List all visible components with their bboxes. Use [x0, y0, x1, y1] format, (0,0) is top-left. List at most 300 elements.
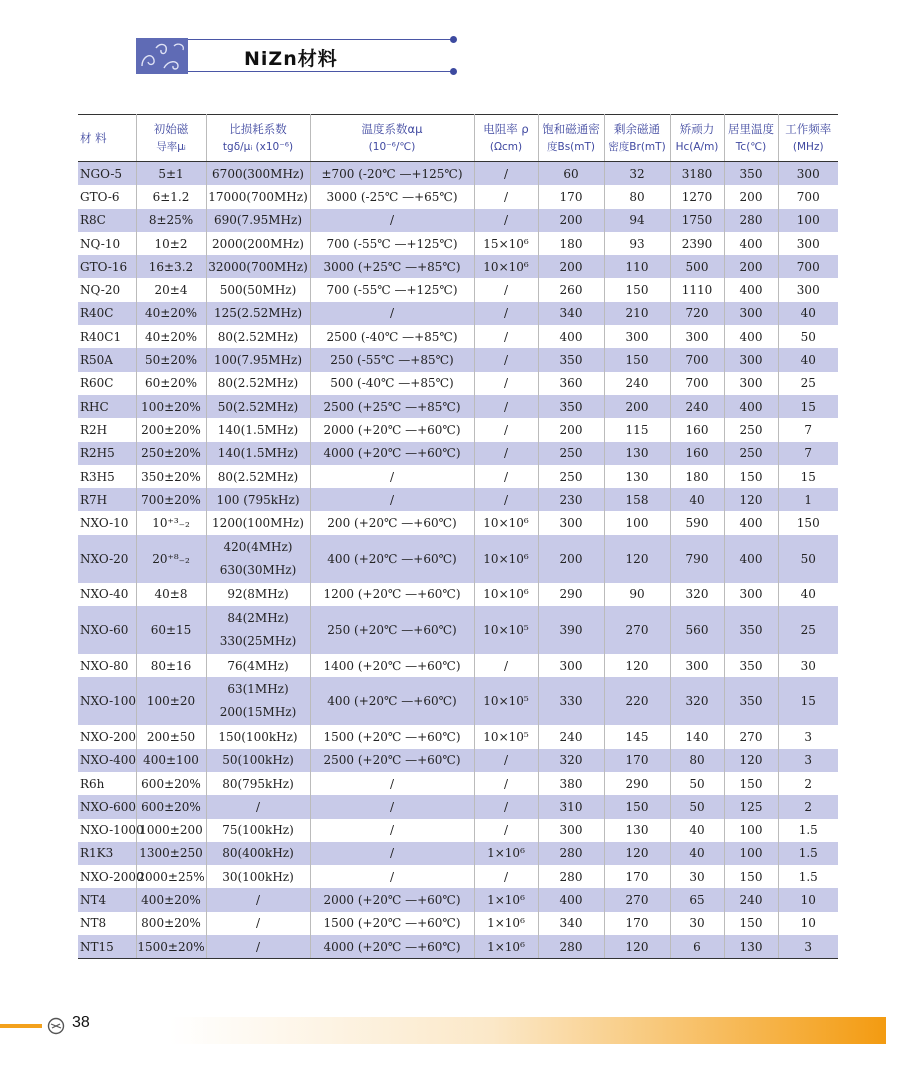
table-cell: / [310, 465, 474, 488]
table-cell: 10×10⁶ [474, 535, 538, 583]
table-cell: 7 [804, 422, 813, 437]
table-cell: 100 (795kHz) [206, 488, 310, 511]
table-row [78, 442, 838, 465]
table-cell: 100 [724, 842, 778, 865]
table-cell: 400 [724, 278, 778, 301]
table-cell: 130 [604, 442, 670, 465]
table-cell: 80 [670, 749, 724, 772]
table-row [78, 795, 838, 818]
table-row [78, 302, 838, 325]
page-title: NiZn材料 [244, 48, 338, 70]
table-cell: 1.5 [798, 823, 818, 838]
table-cell: 40 [670, 842, 724, 865]
table-cell: 300 [538, 511, 604, 534]
table-cell: / [474, 442, 538, 465]
table-cell: 380 [538, 772, 604, 795]
banner-dot [450, 68, 457, 75]
table-cell: 1.5 [778, 842, 838, 865]
table-cell: 145 [604, 725, 670, 748]
table-cell: 40 [670, 488, 724, 511]
table-cell: 150 [796, 516, 820, 531]
column-header-line1: 初始磁 [153, 122, 189, 136]
table-cell: 300 [670, 325, 724, 348]
table-cell: 15 [778, 677, 838, 725]
table-cell: 1.5 [798, 869, 818, 884]
table-cell: 7 [778, 442, 838, 465]
table-cell: 200 [538, 255, 604, 278]
table-cell: 1200 (+20℃ —+60℃) [310, 583, 474, 606]
table-cell: 700 [796, 189, 820, 204]
column-header [778, 115, 838, 162]
table-cell: 32 [604, 162, 670, 186]
table-cell: 80(795kHz) [206, 772, 310, 795]
table-cell: 320 [670, 677, 724, 725]
material-name-cell: R40C1 [78, 325, 136, 348]
material-name-cell: R50A [78, 348, 136, 371]
table-cell: 350±20% [136, 465, 206, 488]
table-cell: 300 [670, 654, 724, 677]
table-row [78, 535, 838, 583]
table-cell: 8±25% [136, 209, 206, 232]
column-header-line2: tgδ/μᵢ (x10⁻⁶) [222, 141, 294, 153]
table-cell: / [474, 162, 538, 186]
table-cell: 350 [538, 395, 604, 418]
table-cell: / [310, 488, 474, 511]
table-cell: 40 [800, 587, 816, 602]
table-cell: / [474, 819, 538, 842]
table-row [78, 772, 838, 795]
column-header-line1: 饱和磁通密 [542, 122, 600, 136]
table-cell: 16±3.2 [136, 255, 206, 278]
table-cell: 100 [604, 511, 670, 534]
table-cell: 600±20% [136, 795, 206, 818]
table-cell: 125(2.52MHz) [206, 302, 310, 325]
table-cell: 300 [604, 325, 670, 348]
table-cell: 700 (-55℃ —+125℃) [310, 278, 474, 301]
table-cell: 2000 (+20℃ —+60℃) [310, 888, 474, 911]
table-cell: 300 [724, 348, 778, 371]
table-cell: 400 [724, 535, 778, 583]
table-cell: 250 (+20℃ —+60℃) [310, 606, 474, 654]
material-name-cell: GTO-16 [78, 255, 136, 278]
table-cell: 120 [724, 488, 778, 511]
table-cell: 300 [724, 583, 778, 606]
column-header-line2: Hc(A/m) [675, 141, 719, 153]
table-cell: ±700 (-20℃ —+125℃) [310, 162, 474, 186]
material-name-cell: NT8 [78, 912, 136, 935]
table-cell: 400 [724, 395, 778, 418]
table-cell: 280 [724, 209, 778, 232]
table-cell: 40±8 [136, 583, 206, 606]
column-header-line1: 材 料 [80, 131, 107, 145]
material-name-cell: NXO-10 [78, 511, 136, 534]
table-cell: 400 [724, 325, 778, 348]
table-cell: 60 [538, 162, 604, 186]
table-cell: 115 [604, 418, 670, 441]
table-cell: 310 [538, 795, 604, 818]
material-name-cell: NXO-200 [78, 725, 136, 748]
table-cell: 2500 (+20℃ —+60℃) [310, 749, 474, 772]
table-cell: 40±20% [136, 325, 206, 348]
nizn-spec-table [78, 114, 838, 959]
material-name-cell: NXO-1000 [78, 819, 136, 842]
table-cell: 10×10⁶ [474, 583, 538, 606]
table-cell: 80 [604, 185, 670, 208]
table-cell: 30(100kHz) [206, 865, 310, 888]
table-cell: 10×10⁵ [474, 677, 538, 725]
table-cell: 130 [604, 465, 670, 488]
table-cell: 250 [724, 418, 778, 441]
table-cell: 32000(700MHz) [206, 255, 310, 278]
table-cell: 40±20% [136, 302, 206, 325]
table-row [78, 677, 838, 725]
table-cell: 280 [538, 935, 604, 959]
table-cell: 150 [604, 278, 670, 301]
table-cell: 80(2.52MHz) [206, 465, 310, 488]
column-header [724, 115, 778, 162]
table-cell: 590 [670, 511, 724, 534]
table-cell: 130 [604, 819, 670, 842]
table-cell: 15×10⁶ [474, 232, 538, 255]
table-cell: / [206, 888, 310, 911]
table-cell: 200 [538, 418, 604, 441]
table-cell: 10×10⁵ [474, 606, 538, 654]
table-cell: 40 [778, 302, 838, 325]
material-name-cell: NQ-10 [78, 232, 136, 255]
table-cell: 20±4 [136, 278, 206, 301]
column-header-line2: (Ωcm) [489, 141, 523, 153]
column-header-line1: 电阻率 ρ [483, 122, 529, 136]
table-row [78, 583, 838, 606]
table-cell: 1×10⁶ [474, 912, 538, 935]
table-cell: 700 [670, 348, 724, 371]
column-header-line2: 度Bs(mT) [546, 141, 595, 153]
table-cell: 100 [724, 819, 778, 842]
table-cell: 300 [778, 162, 838, 186]
table-cell: / [474, 372, 538, 395]
table-cell: 300 [796, 283, 820, 298]
table-row [78, 888, 838, 911]
table-cell: 65 [670, 888, 724, 911]
table-row [78, 819, 838, 842]
table-cell: / [474, 395, 538, 418]
table-cell: 150 [604, 795, 670, 818]
material-name-cell: NQ-20 [78, 278, 136, 301]
table-cell: 270 [604, 888, 670, 911]
table-cell: 1400 (+20℃ —+60℃) [310, 654, 474, 677]
banner-dot [450, 36, 457, 43]
table-cell: 6±1.2 [136, 185, 206, 208]
table-cell: 2000±25% [136, 865, 206, 888]
table-cell: 170 [604, 865, 670, 888]
table-cell: 180 [670, 465, 724, 488]
table-cell: / [310, 842, 474, 865]
table-cell: 340 [538, 912, 604, 935]
material-name-cell: R60C [78, 372, 136, 395]
table-cell: / [206, 912, 310, 935]
table-cell: 130 [724, 935, 778, 959]
table-cell: 3000 (-25℃ —+65℃) [310, 185, 474, 208]
table-cell: 180 [538, 232, 604, 255]
material-name-cell: R3H5 [78, 465, 136, 488]
material-name-cell: R2H5 [78, 442, 136, 465]
material-name-cell: NXO-20 [78, 535, 136, 583]
column-header [670, 115, 724, 162]
table-cell: 140 [670, 725, 724, 748]
table-cell: 80(2.52MHz) [206, 325, 310, 348]
table-cell: / [474, 749, 538, 772]
table-cell: 3 [778, 749, 838, 772]
table-row [78, 255, 838, 278]
table-row [78, 935, 838, 959]
material-name-cell: NXO-80 [78, 654, 136, 677]
table-cell: 80(2.52MHz) [206, 372, 310, 395]
table-cell: / [474, 418, 538, 441]
table-cell: 3000 (+25℃ —+85℃) [310, 255, 474, 278]
table-cell: 400 [538, 888, 604, 911]
table-row [78, 278, 838, 301]
table-cell: 1500±20% [136, 935, 206, 959]
table-cell: 1 [778, 488, 838, 511]
table-cell: 170 [604, 912, 670, 935]
ornament-swirl-icon [136, 38, 188, 74]
banner-rule-bottom [188, 71, 454, 72]
table-cell: / [310, 819, 474, 842]
table-cell: 6 [670, 935, 724, 959]
table-cell: 50 [778, 535, 838, 583]
material-name-cell: R1K3 [78, 842, 136, 865]
table-cell: 240 [670, 395, 724, 418]
table-cell: 400 [724, 232, 778, 255]
table-cell: 20⁺⁸₋₂ [136, 535, 206, 583]
table-cell: 17000(700MHz) [206, 185, 310, 208]
table-cell: 10×10⁶ [474, 511, 538, 534]
table-cell: 50 [800, 329, 816, 344]
table-cell: 30 [670, 912, 724, 935]
table-cell: 2390 [670, 232, 724, 255]
table-cell: 300 [724, 302, 778, 325]
material-name-cell: NT15 [78, 935, 136, 959]
loss-factor-line: 84(2MHz) [227, 611, 289, 626]
table-cell: 350 [538, 348, 604, 371]
table-cell: 350 [724, 654, 778, 677]
column-header-line1: 比损耗系数 [229, 122, 287, 136]
table-row [78, 511, 838, 534]
table-cell: 1×10⁶ [474, 842, 538, 865]
material-name-cell: GTO-6 [78, 185, 136, 208]
table-row [78, 209, 838, 232]
table-cell: 2 [804, 776, 813, 791]
table-cell: 280 [538, 865, 604, 888]
material-name-cell: RHC [78, 395, 136, 418]
table-cell: 50(2.52MHz) [206, 395, 310, 418]
column-header-line1: 剩余磁通 [614, 122, 660, 136]
loss-factor-line: 330(25MHz) [219, 634, 297, 649]
table-row [78, 348, 838, 371]
table-cell: 1500 (+20℃ —+60℃) [310, 725, 474, 748]
column-header [136, 115, 206, 162]
material-name-cell: R40C [78, 302, 136, 325]
table-cell [206, 677, 310, 725]
table-row [78, 162, 838, 186]
table-cell: 340 [538, 302, 604, 325]
table-cell: 1200(100MHz) [206, 511, 310, 534]
table-cell: 2000(200MHz) [206, 232, 310, 255]
table-cell: 320 [670, 583, 724, 606]
table-cell: 790 [670, 535, 724, 583]
table-cell: / [474, 865, 538, 888]
table-cell: 200 [604, 395, 670, 418]
table-cell: 94 [604, 209, 670, 232]
table-cell: 230 [538, 488, 604, 511]
table-cell: 2 [778, 795, 838, 818]
table-cell: 200±20% [136, 418, 206, 441]
column-header-line2: Tc(℃) [735, 141, 767, 153]
table-row [78, 372, 838, 395]
loss-factor-line: 420(4MHz) [223, 539, 293, 554]
column-header-line2: (10⁻⁶/℃) [368, 141, 416, 153]
table-cell: 30 [800, 658, 816, 673]
table-cell: 270 [724, 725, 778, 748]
table-row [78, 654, 838, 677]
table-cell: 110 [604, 255, 670, 278]
table-cell: 250 (-55℃ —+85℃) [310, 348, 474, 371]
table-cell: 400±20% [136, 888, 206, 911]
material-name-cell: NGO-5 [78, 162, 136, 186]
table-cell: 390 [538, 606, 604, 654]
table-cell: / [310, 772, 474, 795]
banner-rule-top [188, 39, 454, 40]
loss-factor-line: 200(15MHz) [219, 705, 297, 720]
table-cell: 170 [604, 749, 670, 772]
table-cell: 15 [800, 469, 816, 484]
table-cell: 500 [670, 255, 724, 278]
table-cell: 210 [604, 302, 670, 325]
table-cell: 720 [670, 302, 724, 325]
material-name-cell: R2H [78, 418, 136, 441]
table-cell: 1×10⁶ [474, 935, 538, 959]
table-cell: 120 [604, 535, 670, 583]
material-name-cell: NXO-2000 [78, 865, 136, 888]
table-cell: 330 [538, 677, 604, 725]
table-cell: / [310, 209, 474, 232]
footer-logo-icon [47, 1017, 65, 1035]
table-cell: 120 [604, 842, 670, 865]
table-cell: 10×10⁵ [474, 725, 538, 748]
column-header [538, 115, 604, 162]
table-cell: / [474, 488, 538, 511]
table-cell: 300 [796, 236, 820, 251]
table-cell: 560 [670, 606, 724, 654]
table-cell: 270 [604, 606, 670, 654]
table-cell: 50±20% [136, 348, 206, 371]
table-cell: 300 [538, 654, 604, 677]
table-cell: 250 [538, 442, 604, 465]
column-header [604, 115, 670, 162]
table-cell: 290 [538, 583, 604, 606]
footer-accent-bar [0, 1024, 42, 1028]
table-cell [206, 535, 310, 583]
table-cell: 2500 (+25℃ —+85℃) [310, 395, 474, 418]
table-cell: 150 [724, 865, 778, 888]
table-cell: 4000 (+20℃ —+60℃) [310, 442, 474, 465]
table-cell: 170 [538, 185, 604, 208]
table-cell: 40 [670, 819, 724, 842]
table-cell: 1000±200 [136, 819, 206, 842]
table-cell: / [310, 302, 474, 325]
table-cell: / [474, 185, 538, 208]
table-cell: 150 [724, 772, 778, 795]
table-cell: 60±15 [136, 606, 206, 654]
column-header-line1: 居里温度 [728, 122, 774, 136]
table-cell: 350 [724, 606, 778, 654]
table-cell: / [474, 654, 538, 677]
table-cell: 250 [538, 465, 604, 488]
table-cell: 10⁺³₋₂ [136, 511, 206, 534]
page-number: 38 [72, 1014, 90, 1031]
material-name-cell: NXO-40 [78, 583, 136, 606]
table-cell: 160 [670, 418, 724, 441]
table-cell: 150 [724, 912, 778, 935]
table-cell: 100±20% [136, 395, 206, 418]
table-cell: 3180 [670, 162, 724, 186]
table-cell: 400 (+20℃ —+60℃) [310, 535, 474, 583]
material-name-cell: NT4 [78, 888, 136, 911]
table-cell: / [474, 209, 538, 232]
column-header-line1: 矫顽力 [679, 122, 715, 136]
table-cell: 500 (-40℃ —+85℃) [310, 372, 474, 395]
table-cell: 75(100kHz) [206, 819, 310, 842]
table-cell: 120 [604, 935, 670, 959]
column-header [78, 115, 136, 162]
table-cell: 4000 (+20℃ —+60℃) [310, 935, 474, 959]
table-cell: 240 [538, 725, 604, 748]
table-cell: 700 [670, 372, 724, 395]
column-header-line2: 密度Br(mT) [608, 141, 666, 153]
table-cell: 90 [604, 583, 670, 606]
table-cell: 140(1.5MHz) [206, 418, 310, 441]
material-name-cell: NXO-60 [78, 606, 136, 654]
table-cell: 2500 (-40℃ —+85℃) [310, 325, 474, 348]
table-cell: 10 [800, 916, 816, 931]
table-cell: 150 [604, 348, 670, 371]
table-row [78, 465, 838, 488]
table-cell: / [474, 278, 538, 301]
table-cell: / [474, 795, 538, 818]
table-cell: 150(100kHz) [206, 725, 310, 748]
table-cell: / [206, 935, 310, 959]
table-cell: 92(8MHz) [206, 583, 310, 606]
material-name-cell: R6h [78, 772, 136, 795]
table-cell: 350 [724, 162, 778, 186]
table-cell: 80±16 [136, 654, 206, 677]
table-row [78, 488, 838, 511]
table-cell: 25 [778, 606, 838, 654]
table-cell: 290 [604, 772, 670, 795]
table-cell: 280 [538, 842, 604, 865]
table-cell: / [474, 302, 538, 325]
column-header-line2: 导率μᵢ [156, 141, 186, 153]
table-cell: 400 [538, 325, 604, 348]
table-cell: 160 [670, 442, 724, 465]
table-cell: 158 [604, 488, 670, 511]
table-cell: 240 [724, 888, 778, 911]
table-row [78, 912, 838, 935]
table-cell: 250±20% [136, 442, 206, 465]
table-cell: 2000 (+20℃ —+60℃) [310, 418, 474, 441]
table-cell: 320 [538, 749, 604, 772]
column-header [310, 115, 474, 162]
